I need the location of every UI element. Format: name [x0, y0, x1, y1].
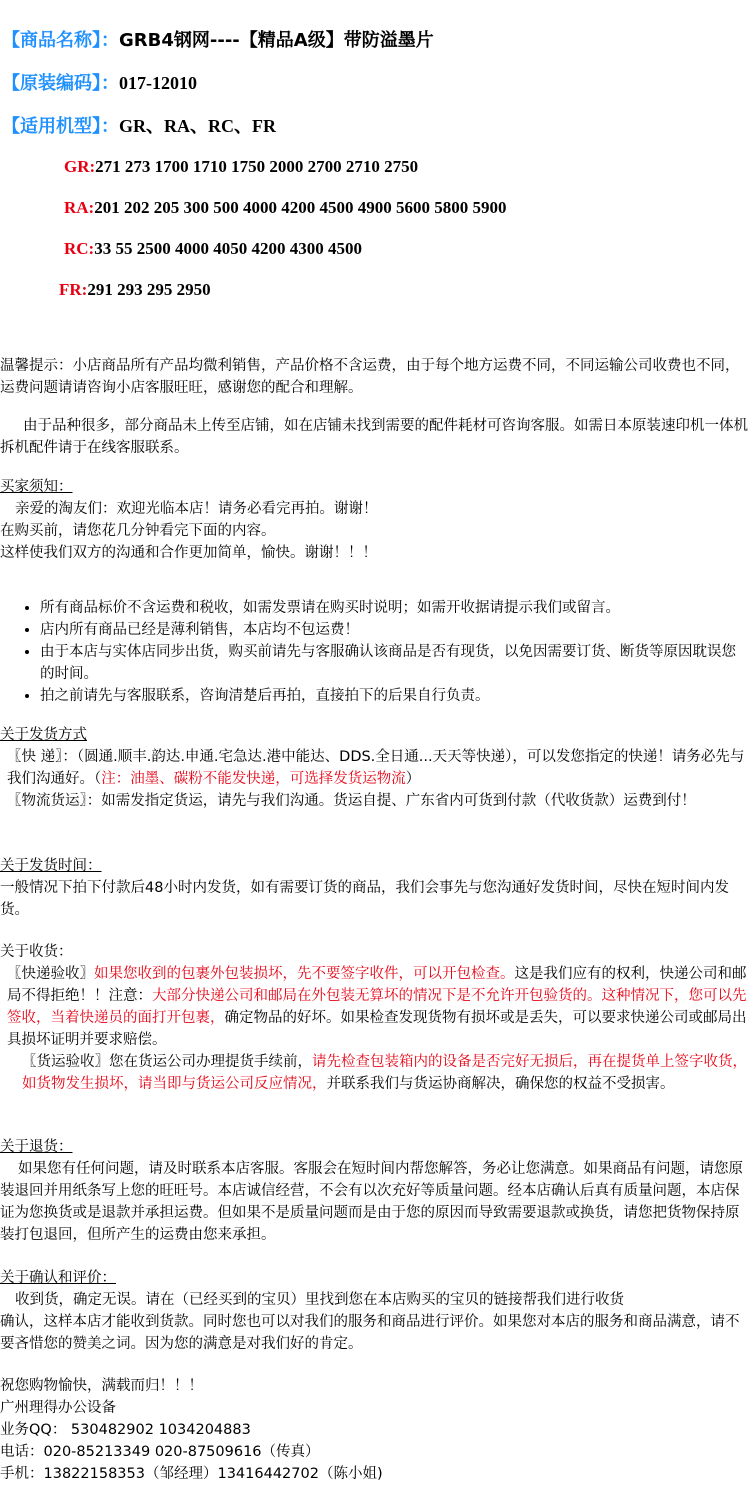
returns-section [0, 1136, 748, 1246]
spec-original-code [2, 71, 197, 96]
model-line-ra [64, 197, 506, 219]
spec-colon: ： [101, 73, 119, 94]
ship-time-section [0, 855, 748, 921]
shipping-express-text: 〖快 递〗：（圆通.顺丰.韵达.申通.宅急达.港中能达、DDS.全日通...天天等快递），可以发您指定的快递！请务必先与我们沟通好。（ [7, 749, 745, 787]
buyer-notice-line: 在购买前，请您花几分钟看完下面的内容。 [0, 523, 276, 539]
spec-label: 【原装编码】 [2, 73, 101, 94]
receive-freight [0, 1051, 748, 1095]
model-value: 33 55 2500 4000 4050 4200 4300 4500 [94, 239, 362, 258]
shipping-title: 关于发货方式 [0, 727, 87, 743]
model-line-fr [59, 279, 211, 301]
confirm-line-1: 收到货，确定无误。请在（已经买到的宝贝）里找到您在本店购买的宝贝的链接帮我们进行收货 [15, 1292, 624, 1308]
model-key: RC: [64, 239, 95, 258]
receive-express-label: 〖快递验收〗 [7, 966, 94, 982]
spec-colon: ： [101, 116, 119, 137]
model-key: FR: [59, 280, 88, 299]
receive-express-red-2: 大部分快递公司和邮局在外包装无算坏的情况下是不允许开包验货的。这种情况下，您可以先签收，当着快递员的面打开包裹， [7, 988, 747, 1026]
footer-qq: 业务QQ： 530482902 1034204883 [0, 1422, 251, 1438]
notes-list [0, 597, 748, 707]
receive-freight-red: 请先检查包装箱内的设备是否完好无损后，再在提货单上签字收货，如货物发生损坏，请当即与货运公司反应情况， [22, 1054, 747, 1092]
list-item: • 所有商品标价不含运费和税收，如需发票请在购买时说明；如需开收据请提示我们或留言。 [40, 597, 748, 619]
confirm-section [0, 1267, 748, 1355]
model-line-rc [64, 238, 362, 260]
spec-compatible-models [2, 114, 276, 139]
shipping-express [0, 746, 748, 790]
spec-product-name [2, 29, 434, 53]
model-value: 271 273 1700 1710 1750 2000 2700 2710 2750 [95, 157, 419, 176]
list-item: • 拍之前请先与客服联系，咨询清楚后再拍，直接拍下的后果自行负责。 [40, 685, 748, 707]
receive-express-red-1: 如果您收到的包裹外包装损坏，先不要签字收件，可以开包检查。 [94, 966, 515, 982]
receive-express-text-1: 这是我们应有的权利，快递公司和邮局不得拒绝！！注意： [7, 966, 747, 1004]
buyer-notice [0, 476, 748, 564]
confirm-line-2: 确认，这样本店才能收到货款。同时您也可以对我们的服务和商品进行评价。如果您对本店的服务和商品满意，请不要吝惜您的赞美之词。因为您的满意是对我们好的肯定。 [0, 1314, 740, 1352]
receive-express-text-2: 确定物品的好坏。如果检查发现货物有损坏或是丢失，可以要求快递公司或邮局出具损坏证明并要求赔偿。 [7, 1010, 747, 1048]
footer-company: 广州理得办公设备 [0, 1400, 116, 1416]
list-item: • 店内所有商品已经是薄利销售，本店均不包运费！ [40, 619, 748, 641]
footer-wish: 祝您购物愉快，满载而归！！！ [0, 1378, 203, 1394]
spec-value: GRB4钢网----【精品A级】带防溢墨片 [119, 30, 434, 51]
model-value: 291 293 295 2950 [87, 280, 211, 299]
buyer-notice-line: 亲爱的淘友们：欢迎光临本店！请务必看完再拍。谢谢！ [15, 501, 378, 517]
spec-label: 【商品名称】 [2, 30, 101, 51]
receive-express [0, 963, 748, 1051]
model-value: 201 202 205 300 500 4000 4200 4500 4900 5600 5800 5900 [94, 198, 507, 217]
spec-colon: ： [101, 30, 119, 51]
spec-label: 【适用机型】 [2, 116, 101, 137]
shipping-section [0, 724, 748, 812]
buyer-notice-line: 这样使我们双方的沟通和合作更加简单，愉快。谢谢！！！ [0, 545, 377, 561]
returns-title: 关于退货： [0, 1139, 73, 1155]
footer-phone: 电话：020-85213349 020-87509616（传真） [0, 1444, 320, 1460]
ship-time-text: 一般情况下拍下付款后48小时内发货，如有需要订货的商品，我们会事先与您沟通好发货时间，尽快在短时间内发货。 [0, 880, 729, 918]
confirm-title: 关于确认和评价： [0, 1270, 116, 1286]
shipping-logistics: 〖物流货运〗：如需发指定货运，请先与我们沟通。货运自提、广东省内可货到付款（代收货款）运费到付！ [7, 793, 696, 809]
shipping-express-warning: 注：油墨、碳粉不能发快递，可选择发货运物流 [101, 771, 406, 787]
ship-time-title: 关于发货时间： [0, 858, 102, 874]
buyer-notice-title: 买家须知： [0, 479, 73, 495]
receive-section [0, 941, 748, 1095]
footer-mobile: 手机：13822158353（邹经理）13416442702（陈小姐) [0, 1466, 383, 1482]
model-line-gr [64, 156, 418, 178]
receive-freight-text-1: 〖货运验收〗您在货运公司办理提货手续前， [22, 1054, 312, 1070]
list-item: • 由于本店与实体店同步出货，购买前请先与客服确认该商品是否有现货，以免因需要订货、断货等原因耽误您的时间。 [40, 641, 748, 685]
tip-paragraph-2: 由于品种很多，部分商品未上传至店铺，如在店铺未找到需要的配件耗材可咨询客服。如需日本原装速印机一体机拆机配件请于在线客服联系。 [0, 418, 748, 456]
model-key: RA: [64, 198, 95, 217]
receive-freight-text-2: 并联系我们与货运协商解决，确保您的权益不受损害。 [326, 1076, 675, 1092]
model-key: GR: [64, 157, 96, 176]
footer-contact [0, 1375, 748, 1485]
receive-title: 关于收货： [0, 944, 73, 960]
spec-value: GR、RA、RC、FR [119, 116, 276, 136]
tip-paragraph-1: 温馨提示：小店商品所有产品均微利销售，产品价格不含运费，由于每个地方运费不同，不同运输公司收费也不同，运费问题请请咨询小店客服旺旺，感谢您的配合和理解。 [0, 358, 740, 396]
returns-text: 如果您有任何问题，请及时联系本店客服。客服会在短时间内帮您解答，务必让您满意。如果商品有问题，请您原装退回并用纸条写上您的旺旺号。本店诚信经营，不会有以次充好等质量问题。经本店确认后真有质量问题，本店保证为您换货或是退款并承担运费。但如果不是质量问题而是由于您的原因而导致需要退款或换货，请您把货物保持原装打包退回，但所产生的运费由您来承担。 [0, 1161, 743, 1243]
spec-value: 017-12010 [119, 73, 197, 93]
shipping-express-close: ） [405, 771, 421, 787]
